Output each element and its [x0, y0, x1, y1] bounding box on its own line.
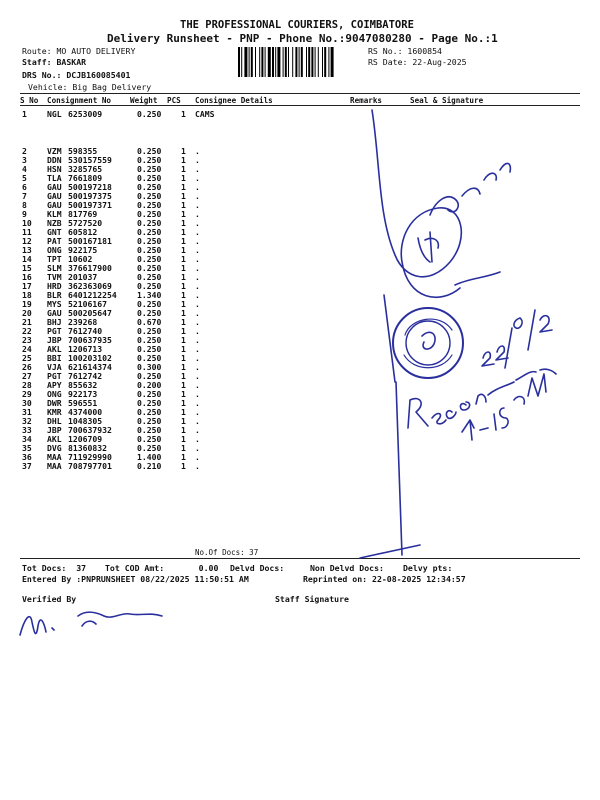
row-consignment-no: 817769: [68, 209, 98, 219]
row-consignee: .: [195, 155, 200, 165]
row-sno: 20: [22, 308, 32, 318]
row-weight: 0.250: [137, 416, 162, 426]
row-consignee: .: [195, 362, 200, 372]
row-pcs: 1: [181, 245, 186, 255]
row-pcs: 1: [181, 146, 186, 156]
row-consignee: .: [195, 353, 200, 363]
row-station-code: HSN: [47, 164, 62, 174]
row-consignee: .: [195, 308, 200, 318]
row-station-code: JBP: [47, 335, 62, 345]
row-weight: 0.250: [137, 263, 162, 273]
ink-line-2: [396, 382, 402, 555]
stamp-inner: [406, 321, 450, 365]
row-sno: 8: [22, 200, 27, 210]
header-top-rule: [20, 93, 580, 94]
row-sno: 35: [22, 443, 32, 453]
row-consignment-no: 239268: [68, 317, 98, 327]
row-weight: 0.250: [137, 146, 162, 156]
totals-rule: [20, 558, 580, 559]
row-weight: 0.250: [137, 389, 162, 399]
row-consignee: .: [195, 263, 200, 273]
row-pcs: 1: [181, 182, 186, 192]
row-weight: 0.250: [137, 398, 162, 408]
row-weight: 0.210: [137, 461, 162, 471]
row-pcs: 1: [181, 407, 186, 417]
row-weight: 0.250: [137, 164, 162, 174]
date-slash-2: [528, 310, 535, 350]
col-consignee: Consignee Details: [195, 96, 273, 105]
row-consignment-no: 855632: [68, 380, 98, 390]
rec-word: [408, 399, 456, 428]
row-weight: 1.400: [137, 452, 162, 462]
row-pcs: 1: [181, 380, 186, 390]
row-sno: 26: [22, 362, 32, 372]
signature-scribble: [372, 110, 461, 297]
row-consignment-no: 362363069: [68, 281, 112, 291]
row-pcs: 1: [181, 308, 186, 318]
row-sno: 31: [22, 407, 32, 417]
row-pcs: 1: [181, 425, 186, 435]
row-sno: 33: [22, 425, 32, 435]
row-consignee: .: [195, 209, 200, 219]
row-sno: 9: [22, 209, 27, 219]
row-station-code: DDN: [47, 155, 62, 165]
row-sno: 21: [22, 317, 32, 327]
row-pcs: 1: [181, 371, 186, 381]
row-station-code: ONG: [47, 245, 62, 255]
row-consignee: .: [195, 227, 200, 237]
row-station-code: APY: [47, 380, 62, 390]
date-mark-3: [514, 318, 522, 328]
row-pcs: 1: [181, 398, 186, 408]
signature-mark-word: [430, 163, 510, 215]
row-weight: 0.250: [137, 109, 162, 119]
non-delvd-docs: Non Delvd Docs:: [310, 563, 384, 573]
vehicle-label: Vehicle: Big Bag Delivery: [28, 82, 152, 92]
row-pcs: 1: [181, 227, 186, 237]
row-consignee: .: [195, 416, 200, 426]
row-sno: 24: [22, 344, 32, 354]
date-slash: [505, 328, 512, 368]
entered-by: Entered By :PNPRUNSHEET 08/22/2025 11:50:51 AM: [22, 574, 249, 584]
row-weight: 0.250: [137, 182, 162, 192]
row-sno: 7: [22, 191, 27, 201]
row-sno: 30: [22, 398, 32, 408]
row-sno: 19: [22, 299, 32, 309]
row-station-code: PGT: [47, 371, 62, 381]
row-sno: 13: [22, 245, 32, 255]
row-weight: 0.670: [137, 317, 162, 327]
date-mark-4: [540, 316, 552, 332]
row-sno: 22: [22, 326, 32, 336]
row-station-code: BLR: [47, 290, 62, 300]
row-weight: 0.250: [137, 344, 162, 354]
row-pcs: 1: [181, 209, 186, 219]
row-sno: 10: [22, 218, 32, 228]
row-weight: 0.250: [137, 173, 162, 183]
row-consignment-no: 7612742: [68, 371, 103, 381]
row-weight: 0.250: [137, 191, 162, 201]
row-pcs: 1: [181, 272, 186, 282]
row-pcs: 1: [181, 335, 186, 345]
row-station-code: DHL: [47, 416, 62, 426]
row-station-code: GAU: [47, 308, 62, 318]
row-station-code: TVM: [47, 272, 62, 282]
col-weight: Weight: [130, 96, 158, 105]
row-weight: 0.200: [137, 380, 162, 390]
row-station-code: ONG: [47, 389, 62, 399]
date-mark-1: [482, 352, 494, 366]
row-pcs: 1: [181, 254, 186, 264]
row-consignee: .: [195, 164, 200, 174]
row-consignee: .: [195, 434, 200, 444]
row-consignee: .: [195, 290, 200, 300]
row-pcs: 1: [181, 263, 186, 273]
row-consignment-no: 3285765: [68, 164, 103, 174]
runsheet-title: Delivery Runsheet - PNP - Phone No.:9047080280 - Page No.:1: [107, 32, 498, 45]
signature-line: [455, 272, 500, 285]
row-sno: 11: [22, 227, 32, 237]
row-sno: 17: [22, 281, 32, 291]
col-sno: S No: [20, 96, 39, 105]
time-text: [462, 374, 546, 440]
row-pcs: 1: [181, 353, 186, 363]
row-consignee: .: [195, 218, 200, 228]
row-pcs: 1: [181, 109, 186, 119]
row-weight: 0.250: [137, 353, 162, 363]
rs-date: RS Date: 22-Aug-2025: [368, 57, 467, 67]
rs-number: RS No.: 1600854: [368, 46, 442, 56]
row-consignment-no: 7661809: [68, 173, 103, 183]
delvd-docs: Delvd Docs:: [230, 563, 285, 573]
row-pcs: 1: [181, 326, 186, 336]
row-consignee: .: [195, 317, 200, 327]
verified-by-label: Verified By: [22, 594, 77, 604]
row-sno: 32: [22, 416, 32, 426]
row-pcs: 1: [181, 290, 186, 300]
row-weight: 0.250: [137, 218, 162, 228]
on-word: [460, 394, 486, 410]
stamp-outer: [393, 308, 463, 378]
staff-signature-label: Staff Signature: [275, 594, 349, 604]
row-weight: 0.250: [137, 434, 162, 444]
row-station-code: SLM: [47, 263, 62, 273]
row-station-code: GAU: [47, 200, 62, 210]
col-seal: Seal & Signature: [410, 96, 484, 105]
row-weight: 0.250: [137, 200, 162, 210]
col-pcs: PCS: [167, 96, 181, 105]
row-station-code: MAA: [47, 452, 62, 462]
signature-mark-b: [418, 232, 438, 262]
row-pcs: 1: [181, 218, 186, 228]
row-pcs: 1: [181, 155, 186, 165]
row-station-code: GAU: [47, 191, 62, 201]
tot-cod-amt: Tot COD Amt: 0.00: [105, 563, 219, 573]
row-consignee: .: [195, 425, 200, 435]
verifier-signature: [20, 612, 162, 635]
row-weight: 0.250: [137, 308, 162, 318]
row-consignment-no: 708797701: [68, 461, 112, 471]
row-sno: 16: [22, 272, 32, 282]
reprinted-on: Reprinted on: 22-08-2025 12:34:57: [303, 574, 466, 584]
row-weight: 0.250: [137, 326, 162, 336]
row-pcs: 1: [181, 191, 186, 201]
row-sno: 18: [22, 290, 32, 300]
row-weight: 0.300: [137, 362, 162, 372]
row-consignment-no: 1206709: [68, 434, 103, 444]
row-weight: 0.250: [137, 245, 162, 255]
row-pcs: 1: [181, 164, 186, 174]
row-station-code: GNT: [47, 227, 62, 237]
row-weight: 0.250: [137, 407, 162, 417]
row-station-code: NGL: [47, 109, 62, 119]
row-station-code: JBP: [47, 425, 62, 435]
row-consignee: .: [195, 200, 200, 210]
row-weight: 0.250: [137, 155, 162, 165]
row-consignee: .: [195, 335, 200, 345]
row-station-code: KMR: [47, 407, 62, 417]
stamp-lettering-top: [405, 319, 452, 335]
row-consignment-no: 376617900: [68, 263, 112, 273]
row-consignment-no: 700637932: [68, 425, 112, 435]
row-pcs: 1: [181, 299, 186, 309]
company-name: THE PROFESSIONAL COURIERS, COIMBATORE: [180, 19, 414, 31]
row-consignment-no: 500197375: [68, 191, 112, 201]
row-consignment-no: 7612740: [68, 326, 103, 336]
stamp-center-mark: [422, 332, 435, 349]
row-consignment-no: 1206713: [68, 344, 103, 354]
row-consignee: .: [195, 236, 200, 246]
row-station-code: GAU: [47, 182, 62, 192]
row-sno: 34: [22, 434, 32, 444]
row-consignment-no: 100203102: [68, 353, 112, 363]
row-pcs: 1: [181, 200, 186, 210]
row-consignee: .: [195, 191, 200, 201]
row-station-code: BHJ: [47, 317, 62, 327]
stamp-lettering-bottom: [404, 355, 452, 368]
row-consignee: .: [195, 299, 200, 309]
row-weight: 1.340: [137, 290, 162, 300]
row-consignee: .: [195, 407, 200, 417]
row-station-code: VZM: [47, 146, 62, 156]
row-consignment-no: 621614374: [68, 362, 112, 372]
row-consignment-no: 6401212254: [68, 290, 117, 300]
row-station-code: MAA: [47, 461, 62, 471]
row-pcs: 1: [181, 389, 186, 399]
row-consignee: .: [195, 398, 200, 408]
table-row: [0, 462, 360, 471]
row-weight: 0.250: [137, 272, 162, 282]
row-sno: 3: [22, 155, 27, 165]
row-weight: 0.250: [137, 371, 162, 381]
row-pcs: 1: [181, 344, 186, 354]
row-sno: 6: [22, 182, 27, 192]
row-weight: 0.250: [137, 425, 162, 435]
row-weight: 0.250: [137, 281, 162, 291]
row-sno: 5: [22, 173, 27, 183]
ink-line-3: [360, 545, 420, 558]
row-station-code: HRD: [47, 281, 62, 291]
row-consignment-no: 4374000: [68, 407, 103, 417]
no-of-docs: No.Of Docs: 37: [195, 548, 259, 557]
row-consignee: .: [195, 272, 200, 282]
row-station-code: PAT: [47, 236, 62, 246]
row-station-code: NZB: [47, 218, 62, 228]
row-weight: 0.250: [137, 254, 162, 264]
row-sno: 4: [22, 164, 27, 174]
row-sno: 2: [22, 146, 27, 156]
col-consignment: Consignment No: [47, 96, 112, 105]
row-consignment-no: 201037: [68, 272, 98, 282]
row-sno: 23: [22, 335, 32, 345]
row-station-code: AKL: [47, 434, 62, 444]
row-weight: 0.250: [137, 299, 162, 309]
row-consignment-no: 5727520: [68, 218, 103, 228]
row-consignment-no: 700637935: [68, 335, 112, 345]
row-pcs: 1: [181, 461, 186, 471]
ink-line-1: [384, 295, 395, 382]
row-consignee: .: [195, 371, 200, 381]
row-consignment-no: 81360832: [68, 443, 107, 453]
row-sno: 15: [22, 263, 32, 273]
row-consignment-no: 922175: [68, 245, 98, 255]
row-consignment-no: 1048305: [68, 416, 103, 426]
drs-number: DRS No.: DCJB160085401: [22, 70, 131, 80]
row-consignment-no: 922173: [68, 389, 98, 399]
row-pcs: 1: [181, 434, 186, 444]
row-consignment-no: 530157559: [68, 155, 112, 165]
row-station-code: TPT: [47, 254, 62, 264]
row-consignee: .: [195, 173, 200, 183]
delvy-pts: Delvy pts:: [403, 563, 453, 573]
table-row: [0, 110, 360, 119]
row-pcs: 1: [181, 443, 186, 453]
row-consignment-no: 500167181: [68, 236, 112, 246]
row-station-code: PGT: [47, 326, 62, 336]
row-pcs: 1: [181, 416, 186, 426]
row-station-code: VJA: [47, 362, 62, 372]
row-consignment-no: 10602: [68, 254, 93, 264]
row-consignment-no: 596551: [68, 398, 98, 408]
row-pcs: 1: [181, 362, 186, 372]
row-consignee: .: [195, 146, 200, 156]
row-station-code: DVG: [47, 443, 62, 453]
row-sno: 1: [22, 109, 27, 119]
row-station-code: BBI: [47, 353, 62, 363]
row-weight: 0.250: [137, 209, 162, 219]
row-consignee: .: [195, 182, 200, 192]
row-station-code: DWR: [47, 398, 62, 408]
row-weight: 0.250: [137, 236, 162, 246]
row-consignment-no: 605812: [68, 227, 98, 237]
row-weight: 0.250: [137, 443, 162, 453]
row-consignment-no: 52106167: [68, 299, 107, 309]
row-consignee: .: [195, 461, 200, 471]
row-consignment-no: 598355: [68, 146, 98, 156]
route-label: Route: MO AUTO DELIVERY: [22, 46, 136, 56]
row-consignee: .: [195, 443, 200, 453]
row-weight: 0.250: [137, 227, 162, 237]
row-pcs: 1: [181, 281, 186, 291]
row-sno: 28: [22, 380, 32, 390]
row-consignment-no: 6253009: [68, 109, 103, 119]
row-consignee: .: [195, 245, 200, 255]
date-mark-2: [496, 346, 508, 360]
row-station-code: MYS: [47, 299, 62, 309]
row-consignee: .: [195, 380, 200, 390]
row-consignee: CAMS: [195, 109, 215, 119]
row-consignment-no: 500197371: [68, 200, 112, 210]
rec-date-marks: [488, 369, 556, 395]
row-pcs: 1: [181, 236, 186, 246]
row-sno: 14: [22, 254, 32, 264]
header-bottom-rule: [20, 105, 580, 106]
row-sno: 29: [22, 389, 32, 399]
row-sno: 27: [22, 371, 32, 381]
staff-label: Staff: BASKAR: [22, 57, 87, 67]
row-consignment-no: 500205647: [68, 308, 112, 318]
row-sno: 25: [22, 353, 32, 363]
row-sno: 12: [22, 236, 32, 246]
row-pcs: 1: [181, 317, 186, 327]
row-consignee: .: [195, 281, 200, 291]
row-station-code: AKL: [47, 344, 62, 354]
row-consignee: .: [195, 326, 200, 336]
barcode: [238, 47, 366, 77]
row-consignment-no: 711929990: [68, 452, 112, 462]
row-consignee: .: [195, 452, 200, 462]
row-consignment-no: 500197218: [68, 182, 112, 192]
row-station-code: KLM: [47, 209, 62, 219]
row-consignee: .: [195, 254, 200, 264]
verifier-signature-tail: [82, 621, 96, 626]
row-pcs: 1: [181, 452, 186, 462]
col-remarks: Remarks: [350, 96, 383, 105]
row-station-code: TLA: [47, 173, 62, 183]
row-consignee: .: [195, 389, 200, 399]
row-consignee: .: [195, 344, 200, 354]
row-weight: 0.250: [137, 335, 162, 345]
row-sno: 36: [22, 452, 32, 462]
row-sno: 37: [22, 461, 32, 471]
tot-docs: Tot Docs: 37: [22, 563, 87, 573]
row-pcs: 1: [181, 173, 186, 183]
